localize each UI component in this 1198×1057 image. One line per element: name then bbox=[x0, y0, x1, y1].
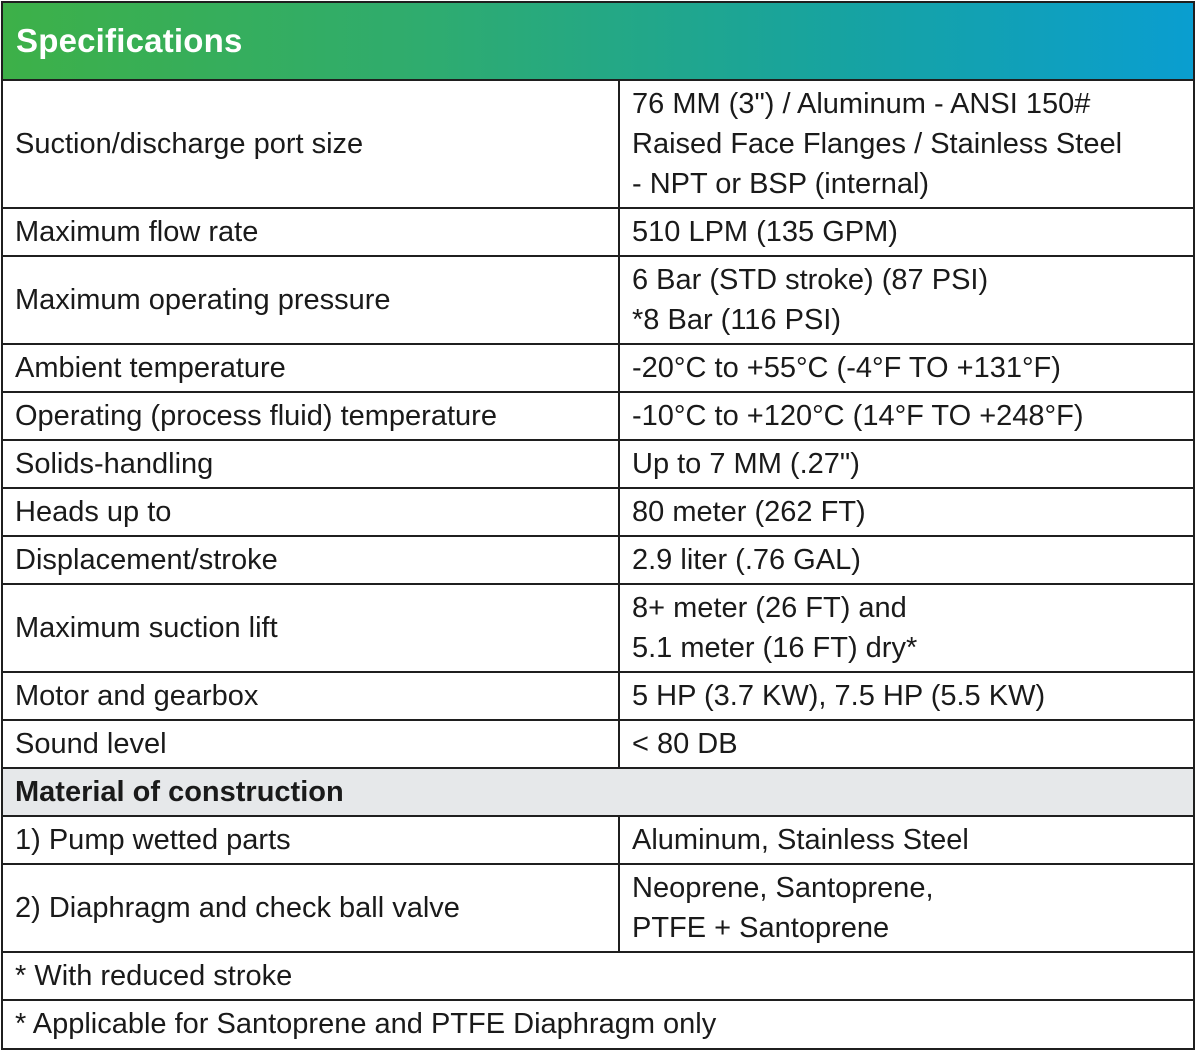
spec-value-line: 5 HP (3.7 KW), 7.5 HP (5.5 KW) bbox=[632, 680, 1046, 712]
table-row bbox=[3, 817, 1193, 865]
spec-value-line: Aluminum, Stainless Steel bbox=[632, 824, 969, 856]
table-row bbox=[3, 81, 1193, 209]
spec-value bbox=[620, 865, 1193, 951]
spec-label: Maximum flow rate bbox=[3, 209, 620, 255]
table-row bbox=[3, 489, 1193, 537]
spec-value-line: < 80 DB bbox=[632, 728, 738, 760]
spec-value-line: 5.1 meter (16 FT) dry* bbox=[632, 632, 918, 664]
table-row bbox=[3, 393, 1193, 441]
table-row bbox=[3, 441, 1193, 489]
table-header bbox=[3, 3, 1193, 81]
spec-value-line: 510 LPM (135 GPM) bbox=[632, 216, 898, 248]
spec-label: Motor and gearbox bbox=[3, 673, 620, 719]
spec-value-line: 76 MM (3") / Aluminum - ANSI 150# bbox=[632, 88, 1091, 120]
table-row bbox=[3, 721, 1193, 769]
spec-label: Maximum suction lift bbox=[3, 585, 620, 671]
spec-value-line: 80 meter (262 FT) bbox=[632, 496, 866, 528]
spec-label: Heads up to bbox=[3, 489, 620, 535]
spec-value bbox=[620, 393, 1193, 439]
spec-value bbox=[620, 345, 1193, 391]
footnote: * With reduced stroke bbox=[3, 953, 1193, 1001]
footnote: * Applicable for Santoprene and PTFE Diaphragm only bbox=[15, 1008, 717, 1040]
table-row bbox=[3, 345, 1193, 393]
spec-label: Displacement/stroke bbox=[3, 537, 620, 583]
table-row bbox=[3, 257, 1193, 345]
spec-value bbox=[620, 441, 1193, 487]
table-row bbox=[3, 673, 1193, 721]
specifications-table bbox=[1, 1, 1195, 1050]
section-heading: Material of construction bbox=[3, 769, 1193, 817]
spec-value-line: Raised Face Flanges / Stainless Steel bbox=[632, 128, 1123, 160]
spec-value-line: PTFE + Santoprene bbox=[632, 912, 890, 944]
spec-value-line: Neoprene, Santoprene, bbox=[632, 872, 934, 904]
spec-label: Operating (process fluid) temperature bbox=[3, 393, 620, 439]
spec-label: Maximum operating pressure bbox=[3, 257, 620, 343]
table-row bbox=[3, 865, 1193, 953]
table-title: Specifications bbox=[16, 22, 243, 59]
spec-value-line: -20°C to +55°C (-4°F TO +131°F) bbox=[632, 352, 1061, 384]
table-row bbox=[3, 209, 1193, 257]
spec-value bbox=[620, 81, 1193, 207]
spec-value-line: 6 Bar (STD stroke) (87 PSI) bbox=[632, 264, 989, 296]
spec-value-line: 2.9 liter (.76 GAL) bbox=[632, 544, 861, 576]
spec-value bbox=[620, 673, 1193, 719]
spec-value-line: - NPT or BSP (internal) bbox=[632, 168, 930, 200]
spec-label: 2) Diaphragm and check ball valve bbox=[3, 865, 620, 951]
spec-value bbox=[620, 537, 1193, 583]
spec-value-line: 8+ meter (26 FT) and bbox=[632, 592, 907, 624]
spec-label: Ambient temperature bbox=[3, 345, 620, 391]
spec-value bbox=[620, 585, 1193, 671]
spec-label: Sound level bbox=[3, 721, 620, 767]
spec-value-line: -10°C to +120°C (14°F TO +248°F) bbox=[632, 400, 1084, 432]
spec-value bbox=[620, 489, 1193, 535]
table-row bbox=[3, 537, 1193, 585]
table-row bbox=[3, 585, 1193, 673]
spec-value bbox=[620, 257, 1193, 343]
spec-label: 1) Pump wetted parts bbox=[3, 817, 620, 863]
spec-label: Solids-handling bbox=[3, 441, 620, 487]
spec-value-line: Up to 7 MM (.27") bbox=[632, 448, 860, 480]
spec-value bbox=[620, 721, 1193, 767]
spec-value-line: *8 Bar (116 PSI) bbox=[632, 304, 842, 336]
spec-value bbox=[620, 209, 1193, 255]
spec-label: Suction/discharge port size bbox=[3, 81, 620, 207]
spec-value bbox=[620, 817, 1193, 863]
